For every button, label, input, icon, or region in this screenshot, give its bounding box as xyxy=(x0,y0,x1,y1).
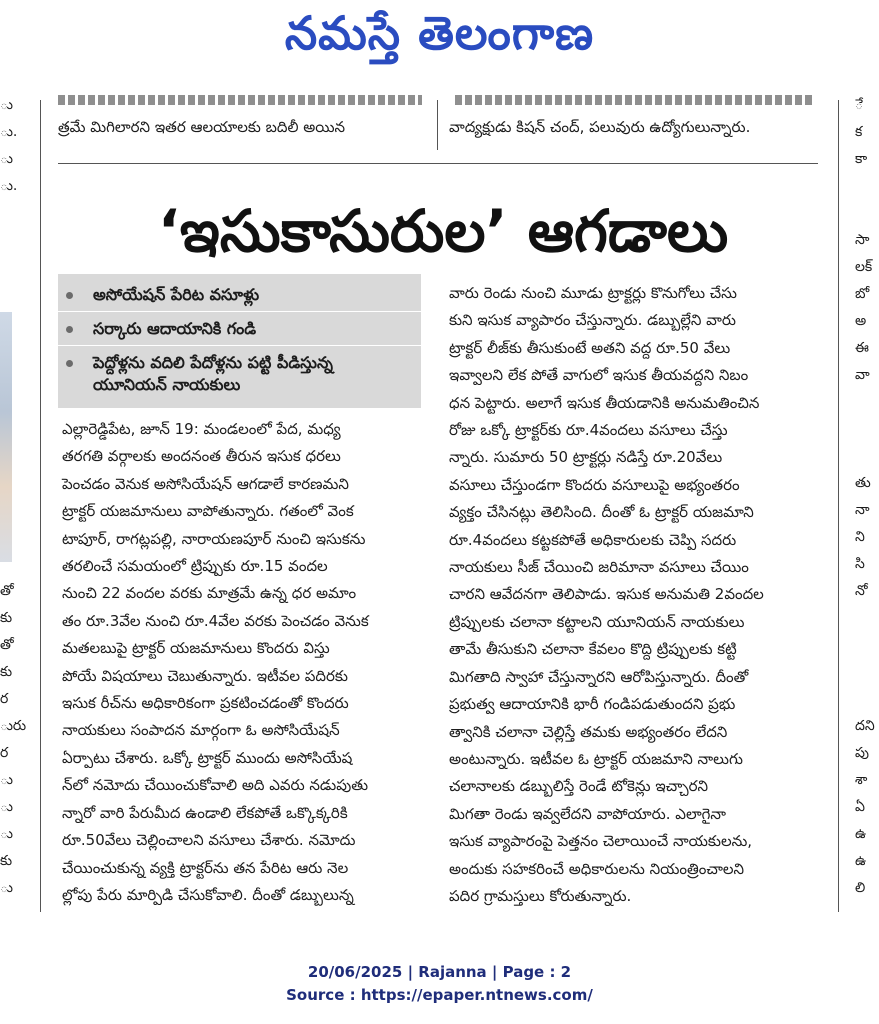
article-line: వ్యక్తం చేసినట్లు తెలిసింది. దీంతో ఓ ట్రాక్టర్ యజమాని xyxy=(449,503,754,522)
edge-fragment: వా xyxy=(855,367,870,383)
article-line: తామే తీసుకుని చలానా కేవలం కొద్ది ట్రిప్పులకు కట్టి xyxy=(449,640,737,659)
highlight-text: అసోయేషన్ పేరిట వసూళ్లు xyxy=(93,285,260,304)
edge-fragment xyxy=(855,443,879,470)
edge-fragment xyxy=(855,632,879,659)
edge-fragment: బో xyxy=(855,286,870,302)
edge-fragment: ు xyxy=(0,97,13,113)
highlight-text xyxy=(93,352,413,396)
article-line: చారని ఆవేదనగా తెలిపాడు. ఇసుక అనుమతి 2వందల xyxy=(449,585,764,604)
article-line: తరగతి వర్గాలకు అందనంత తీరున ఇసుక ధరలు xyxy=(62,447,341,466)
article-line: తం రూ.3వేల నుంచి రూ.4వేల వరకు పెంచడం వెనుక xyxy=(62,611,369,630)
article-line: నుంచి 22 వందల వరకు మాత్రమే ఉన్న ధర అమాం xyxy=(62,584,357,603)
edge-fragment: ు. xyxy=(0,124,18,140)
bullet-icon xyxy=(66,360,73,367)
edge-fragment: క xyxy=(855,124,863,140)
footer-date-line: 20/06/2025 | Rajanna | Page : 2 xyxy=(307,963,572,981)
edge-fragment xyxy=(855,659,879,686)
edge-fragment xyxy=(855,686,879,713)
article-line: ల్లోపు పేరు మార్పిడి చేసుకోవాలి. దీంతో డబ్బులున్న xyxy=(62,885,354,904)
article-line: అందుకు సహకరించే అధికారులను నియంత్రించాలని xyxy=(449,859,745,878)
article-line: ఇసుక వ్యాపారంపై పెత్తనం చెలాయించే నాయకులను, xyxy=(449,832,753,851)
edge-fragment: కు xyxy=(0,664,13,680)
article-line: ట్రాక్టర్ లీజ్‌కు తీసుకుంటే అతని వద్ద రూ.50 వేలు xyxy=(449,338,731,357)
article-line: ప్రభుత్వ ఆదాయానికి భారీ గండిపడుతుందని ప్రభు xyxy=(449,695,736,714)
edge-fragment xyxy=(0,254,14,281)
edge-fragment: శా xyxy=(855,772,868,788)
article-line: న్నారో వారి పేరుమీద ఉండాలి లేకపోతే ఒక్కొక్కరికి xyxy=(62,803,348,822)
footer-source-line: Source : https://epaper.ntnews.com/ xyxy=(286,986,593,1004)
article-column-2 xyxy=(449,280,819,910)
edge-fragment: సి xyxy=(855,556,865,572)
article-line: రూ.50వేలు చెల్లించాలని వసూలు చేశారు. నమోదు xyxy=(62,831,356,850)
edge-fragment: అ xyxy=(855,313,867,329)
article-line: వారు రెండు నుంచి మూడు ట్రాక్టర్లు కొనుగోలు చేసు xyxy=(449,284,737,302)
article-line: అంటున్నారు. ఇటీవల ఓ ట్రాక్టర్ యజమాని నాలుగు xyxy=(449,749,743,768)
article-line: రోజు ఒక్కో ట్రాక్టర్‌కు రూ.4వందలు వసూలు చేస్తు xyxy=(449,421,728,440)
bullet-icon xyxy=(66,326,73,333)
article-line: తరలించే సమయంలో ట్రిప్పుకు రూ.15 వందల xyxy=(62,557,328,576)
article-headline: ‘ఇసుకాసురుల’ ఆగడాలు xyxy=(157,197,729,265)
edge-fragment: దని xyxy=(855,718,875,734)
edge-fragment: ర xyxy=(0,745,9,761)
column-rule-right xyxy=(838,100,839,912)
edge-fragment: లక్ xyxy=(855,259,873,275)
continuation-right-line: వాద్యక్షుడు కిషన్ చంద్, పలువురు ఉద్యోగులున్నారు. xyxy=(449,118,751,136)
edge-fragment xyxy=(0,281,14,308)
edge-fragment: ు xyxy=(0,826,13,842)
edge-fragment: నో xyxy=(855,583,868,599)
highlight-separator xyxy=(58,311,421,312)
edge-fragment: సా xyxy=(855,232,870,248)
edge-fragment xyxy=(855,173,879,200)
masthead xyxy=(0,0,879,78)
article-line: కుని ఇసుక వ్యాపారం చేస్తున్నారు. డబ్బుల్లేని వారు xyxy=(449,311,736,330)
edge-fragment: నా xyxy=(855,502,870,518)
edge-fragment xyxy=(855,389,879,416)
article-line: రూ.4వందలు కట్టకపోతే అధికారులకు చెప్పి సదరు xyxy=(449,530,737,549)
highlights-box xyxy=(58,274,421,408)
edge-fragment: కు xyxy=(0,610,13,626)
edge-fragment xyxy=(855,200,879,227)
article-line: ఏర్పాటు చేశారు. ఒక్కో ట్రాక్టర్ ముందు అసోసియేష xyxy=(62,748,353,767)
edge-fragment: ురు xyxy=(0,718,27,734)
edge-fragment: ఏ xyxy=(855,799,865,815)
continuation-left-line: త్రమే మిగిలారని ఇతర ఆలయాలకు బదిలీ అయిన xyxy=(58,118,346,136)
edge-fragment: తో xyxy=(0,637,14,653)
highlight-text: సర్కారు ఆదాయానికి గండి xyxy=(93,319,257,338)
article-column-1 xyxy=(62,416,422,909)
edge-fragment: ు xyxy=(0,880,13,896)
edge-fragment xyxy=(0,227,14,254)
article-divider xyxy=(58,163,818,164)
edge-fragment: ు xyxy=(0,772,13,788)
column-rule-left xyxy=(40,100,41,912)
edge-fragment: కా xyxy=(855,151,868,167)
highlight-line: యూనియన్ నాయకులు xyxy=(93,375,241,394)
article-line: న్నారు. సుమారు 50 ట్రాక్టర్లు నడిస్తే రూ.20వేలు xyxy=(449,448,723,467)
cut-text-left xyxy=(58,95,422,105)
highlight-separator xyxy=(58,345,421,346)
edge-fragment: ు xyxy=(0,799,13,815)
column-rule-middle xyxy=(437,100,438,150)
edge-fragment xyxy=(0,200,14,227)
cut-text-right xyxy=(455,95,815,105)
highlight-line: పెద్దోళ్లను వదిలి పేదోళ్లను పట్టి పీడిస్తున్న xyxy=(93,353,333,372)
article-line: ట్రిప్పులకు చలానా కట్టాలని యూనియన్ నాయకులు xyxy=(449,612,745,631)
edge-fragment xyxy=(855,605,879,632)
article-line: మిగతాది స్వాహా చేస్తున్నారని ఆరోపిస్తున్నారు. దీంతో xyxy=(449,667,749,686)
article-line: ఇవ్వాలని లేక పోతే వాగులో ఇసుక తీయవద్దని నిబం xyxy=(449,366,749,385)
article-line: మతలబుపై ట్రాక్టర్ యజమానులు కొందరు విస్తు xyxy=(62,639,330,658)
article-line: పదిర గ్రామస్తులు కోరుతున్నారు. xyxy=(449,886,632,905)
edge-fragment: తో xyxy=(0,583,14,599)
article-line: పోయే విషయాలు చెబుతున్నారు. ఇటీవల పదిరకు xyxy=(62,666,348,685)
article-line: ట్రాక్టర్ యజమానులు వాపోతున్నారు. గతంలో వెంక xyxy=(62,502,354,521)
edge-fragment xyxy=(855,416,879,443)
article-line: నాయకులు సీజ్ చేయించి జరిమానా వసూలు చేయిం xyxy=(449,558,749,577)
article-line: టాపూర్, రాగట్లపల్లి, నారాయణపూర్ నుంచి ఇసుకను xyxy=(62,529,366,548)
article-line: ధన పెట్టారు. అలాగే ఇసుక తీయడానికి అనుమతించిన xyxy=(449,393,760,412)
edge-fragment: ు. xyxy=(0,178,18,194)
article-line: చలానాలకు డబ్బులిస్తే రెండే టోకెన్లు ఇచ్చారని xyxy=(449,777,709,796)
article-line: న్‌లో నమోదు చేయించుకోవాలి అది ఎవరు నడుపుతు xyxy=(62,776,369,795)
edge-fragment: తు xyxy=(855,475,871,491)
edge-fragment: ఉ xyxy=(855,826,867,842)
article-line: ఇసుక రీచ్‌ను అధికారికంగా ప్రకటించడంతో కొందరు xyxy=(62,694,349,713)
article-line: నాయకులు సంపాదన మార్గంగా ఓ అసోసియేషన్ xyxy=(62,721,340,740)
right-edge-column xyxy=(855,92,879,902)
edge-fragment: ఉ xyxy=(855,853,867,869)
edge-fragment: ని xyxy=(855,529,865,545)
article-line: చేయించుకున్న వ్యక్తి ట్రాక్టర్‌ను తన పేరిట ఆరు నెల xyxy=(62,858,349,877)
edge-fragment: ే xyxy=(855,97,864,113)
article-line: త్వానికి చలానా చెల్లిస్తే తమకు అభ్యంతరం లేదని xyxy=(449,722,728,741)
edge-fragment: లి xyxy=(855,880,866,896)
edge-fragment: ు xyxy=(0,151,13,167)
edge-fragment: కు xyxy=(0,853,13,869)
article-line: వసూలు చేస్తుండగా కొందరు వసూలుపై అభ్యంతరం xyxy=(449,475,740,494)
article-line: పెంచడం వెనుక అసోసియేషన్ ఆగడాలే కారణమని xyxy=(62,474,349,493)
masthead-title: నమస్తే తెలంగాణ xyxy=(284,6,595,60)
edge-fragment: పు xyxy=(855,745,869,761)
edge-fragment: ఈ xyxy=(855,340,869,356)
bullet-icon xyxy=(66,292,73,299)
edge-fragment: ర xyxy=(0,691,9,707)
left-edge-photo xyxy=(0,312,12,562)
article-line: ఎల్లారెడ్డిపేట, జూన్ 19: మండలంలో పేద, మధ్య xyxy=(62,420,341,438)
article-line: మిగతా రెండు ఇవ్వలేదని వాపోయారు. ఎలాగైనా xyxy=(449,804,726,823)
